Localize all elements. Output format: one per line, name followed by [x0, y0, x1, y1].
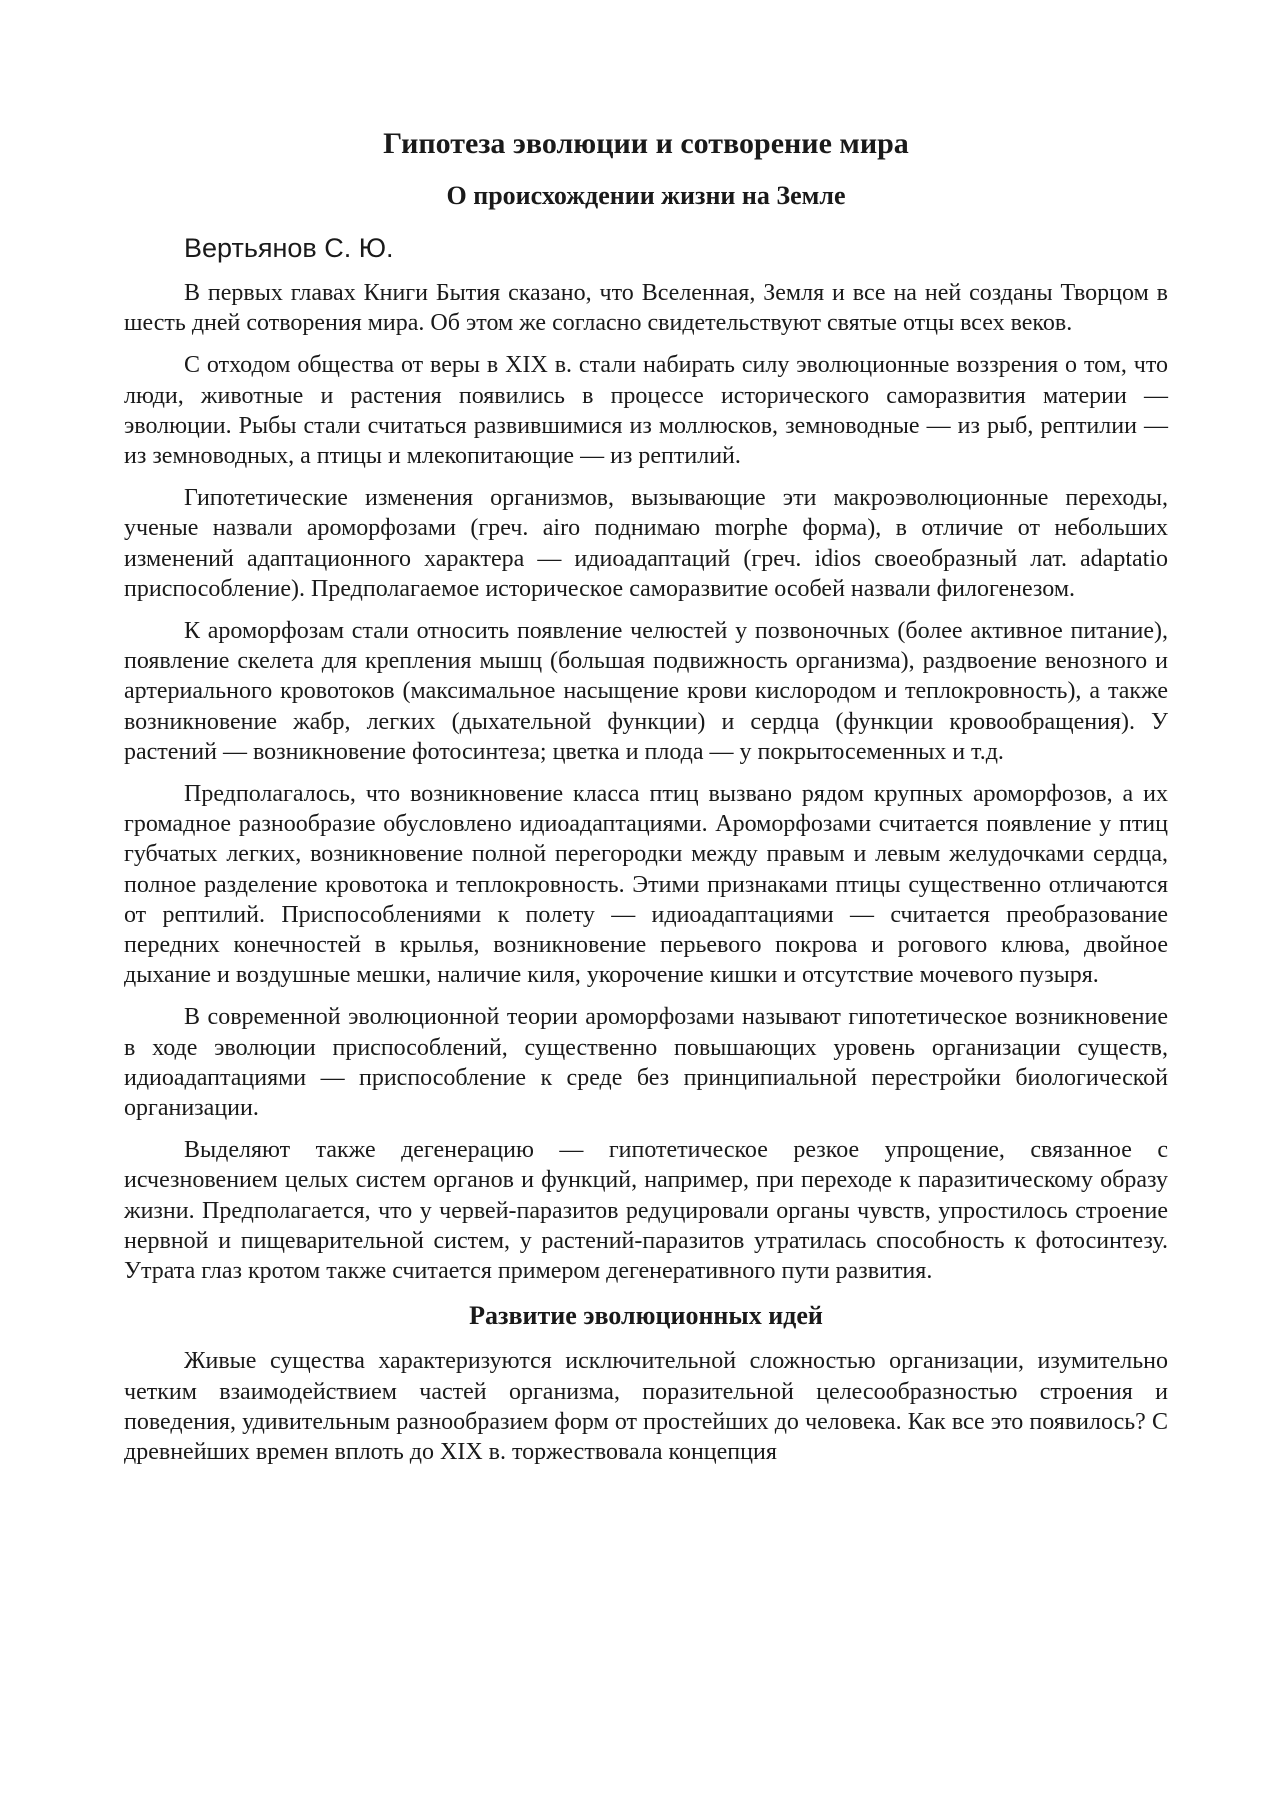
paragraph: Выделяют также дегенерацию — гипотетическое резкое упрощение, связанное с исчезновением целых систем органов и функций, например, при переходе к паразитическому образу жизни. Предполагается, что у червей-паразитов редуцировали органы чувств, упростилось строение нервной и пищеварительной систем, у растений-паразитов утратилась способность к фотосинтезу. Утрата глаз кротом также считается примером дегенеративного пути развития. — [124, 1137, 1168, 1285]
document-page — [124, 124, 1168, 1467]
document-subtitle: О происхождении жизни на Земле — [446, 181, 846, 210]
document-title: Гипотеза эволюции и сотворение мира — [383, 127, 909, 160]
section-heading: Развитие эволюционных идей — [469, 1301, 823, 1331]
paragraph: Живые существа характеризуются исключительной сложностью организации, изумительно четким взаимодействием частей организма, поразительной целесообразностью строения и поведения, удивительным разнообразием форм от простейших до человека. Как все это появилось? С древнейших времен вплоть до XIX в. торжествовала концепция — [124, 1348, 1168, 1465]
paragraph: Предполагалось, что возникновение класса птиц вызвано рядом крупных ароморфозов, а их громадное разнообразие обусловлено идиоадаптациями. Ароморфозами считается появление у птиц губчатых легких, возникновение полной перегородки между правым и левым желудочками сердца, полное разделение кровотока и теплокровность. Этими признаками птицы существенно отличаются от рептилий. Приспособлениями к полету — идиоадаптациями — считается преобразование передних конечностей в крылья, возникновение перьевого покрова и рогового клюва, двойное дыхание и воздушные мешки, наличие киля, укорочение кишки и отсутствие мочевого пузыря. — [124, 781, 1168, 989]
paragraph: К ароморфозам стали относить появление челюстей у позвоночных (более активное питание), появление скелета для крепления мышц (большая подвижность организма), раздвоение венозного и артериального кровотоков (максимальное насыщение крови кислородом и теплокровность), а также возникновение жабр, легких (дыхательной функции) и сердца (функции кровообращения). У растений — возникновение фотосинтеза; цветка и плода — у покрытосеменных и т.д. — [124, 618, 1168, 765]
paragraph: С отходом общества от веры в XIX в. стали набирать силу эволюционные воззрения о том, что люди, животные и растения появились в процессе исторического саморазвития материи — эволюции. Рыбы стали считаться развившимися из моллюсков, земноводные — из рыб, рептилии — из земноводных, а птицы и млекопитающие — из рептилий. — [124, 352, 1168, 470]
author-line: Вертьянов С. Ю. — [184, 233, 394, 263]
paragraph: В современной эволюционной теории ароморфозами называют гипотетическое возникновение в ходе эволюции приспособлений, существенно повышающих уровень организации существ, идиоадаптациями — приспособление к среде без принципиальной перестройки биологической организации. — [124, 1004, 1168, 1122]
paragraph: В первых главах Книги Бытия сказано, что Вселенная, Земля и все на ней созданы Творцом в шесть дней сотворения мира. Об этом же согласно свидетельствуют святые отцы всех веков. — [124, 280, 1168, 337]
paragraph: Гипотетические изменения организмов, вызывающие эти макроэволюционные переходы, ученые назвали ароморфозами (греч. airo поднимаю morphe форма), в отличие от небольших изменений адаптационного характера — идиоадаптаций (греч. idios своеобразный лат. adaptatio приспособление). Предполагаемое историческое саморазвитие особей назвали филогенезом. — [124, 485, 1168, 602]
